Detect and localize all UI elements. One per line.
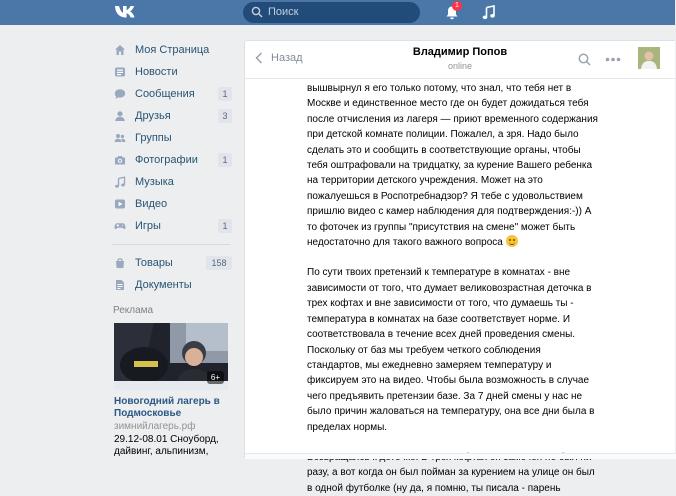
groups-icon [114,132,126,144]
menu-label: Группы [135,132,172,144]
messages-count-badge: 1 [218,87,232,101]
menu-label: Игры [135,220,161,232]
friends-icon [114,110,126,122]
ad-domain[interactable]: зимнийлагерь.рф [114,421,196,432]
peer-name: Владимир Попов [412,46,508,58]
games-icon [114,220,126,232]
menu-label: Моя Страница [135,44,210,56]
ad-section-title: Реклама [113,305,154,316]
menu-label: Новости [135,66,178,78]
menu-item-photos[interactable] [112,149,232,171]
music-icon [114,176,126,188]
message-paragraph-2: По сути твоих претензий к температуре в комнатах - вне зависимости от того, что думает великовозрастная деточка в трех кофтах и вне зависимости от того, что думаешь ты - температура в комнатах на базе соответствует норме. И соответствовала в течение всех дней проведения смены. Поскольку от баз мы требуем четкого соблюдения стандартов, мы ежедневно замеряем температуру и фиксируем это на видео. Чтобы была возможность в случае чего предъявить претензии базе. За 7 дней смены у нас не было причин жаловаться на температуру, она все дни была в пределах нормы. [307,267,595,433]
video-icon [114,198,126,210]
menu-label: Сообщения [135,88,195,100]
menu-item-documents[interactable] [112,274,232,296]
smile-emoji-icon [506,235,518,247]
menu-item-groups[interactable] [112,127,232,149]
music-icon[interactable] [482,5,495,20]
search-box[interactable] [243,2,420,23]
more-options-icon[interactable] [605,57,621,62]
goods-icon [114,257,126,269]
top-bar [0,0,675,25]
ad-image[interactable] [114,323,228,390]
menu-label: Фотографии [135,154,198,166]
ad-description: 29.12-08.01 Сноуборд, дайвинг, альпинизм, [114,434,219,457]
news-icon [114,66,126,78]
documents-icon [114,279,126,291]
messages-icon [114,88,126,100]
menu-item-friends[interactable] [112,105,232,127]
search-icon [251,6,263,18]
friends-count-badge: 3 [218,109,232,123]
menu-label: Документы [135,279,192,291]
ad-headline[interactable]: Новогодний лагерь в Подмосковье [114,396,220,419]
chevron-left-icon [255,52,263,64]
menu-item-my-page[interactable] [112,39,232,61]
left-menu [112,39,232,296]
message-paragraph-3: разу, а вот когда он был пойман за курением на улице он был в одной футболке (ну да, я помню, ты писала - парень [307,467,595,494]
chat-panel [244,40,675,494]
home-icon [114,44,126,56]
peer-status: online [447,61,473,71]
message-text [307,81,617,496]
menu-item-messages[interactable] [112,83,232,105]
avatar[interactable] [638,47,660,69]
menu-label: Друзья [135,110,171,122]
search-placeholder: Поиск [268,6,299,18]
paragraph-text: вышвырнул я его только потому, что знал, что тебя нет в Москве и единственное место где он будет дожидаться тебя после отчисления из лагеря — приют временного содержания при детской комнате полиции. Пожалел, а зря. Надо было сделать это и сообщить в соответствующие органы, чтобы тебя оштрафовали на тридцатку, за курение Вашего ребенка на территории детского учреждения. Может на это пожалуешься в Роспотребнадзор? Я тебе с удовольствием пришлю видео с камер наблюдения для подтверждения:-)) А то фоточек из группы "присутствия на смене" может быть недостаточно для такого важного вопроса [307,83,598,249]
menu-item-video[interactable] [112,193,232,215]
age-badge: 6+ [207,371,224,384]
back-button[interactable] [255,52,303,64]
back-label: Назад [271,52,303,64]
notification-badge: 1 [452,1,462,11]
menu-item-games[interactable] [112,215,232,237]
menu-label: Видео [135,198,168,210]
menu-label: Музыка [135,176,174,188]
goods-count-badge: 158 [206,256,232,270]
photos-count-badge: 1 [218,153,232,167]
menu-item-goods[interactable] [112,252,232,274]
avatar-image [638,47,660,69]
peer-info[interactable] [375,46,545,71]
menu-label: Товары [135,257,173,269]
menu-item-news[interactable] [112,61,232,83]
message-paragraph-1 [307,81,617,250]
menu-divider [112,244,230,245]
menu-item-music[interactable] [112,171,232,193]
games-count-badge: 1 [218,219,232,233]
photos-icon [114,154,126,166]
vk-logo-icon[interactable] [113,4,141,20]
chat-header [245,41,676,79]
chat-input-area[interactable] [245,453,676,459]
search-icon[interactable] [578,53,591,66]
